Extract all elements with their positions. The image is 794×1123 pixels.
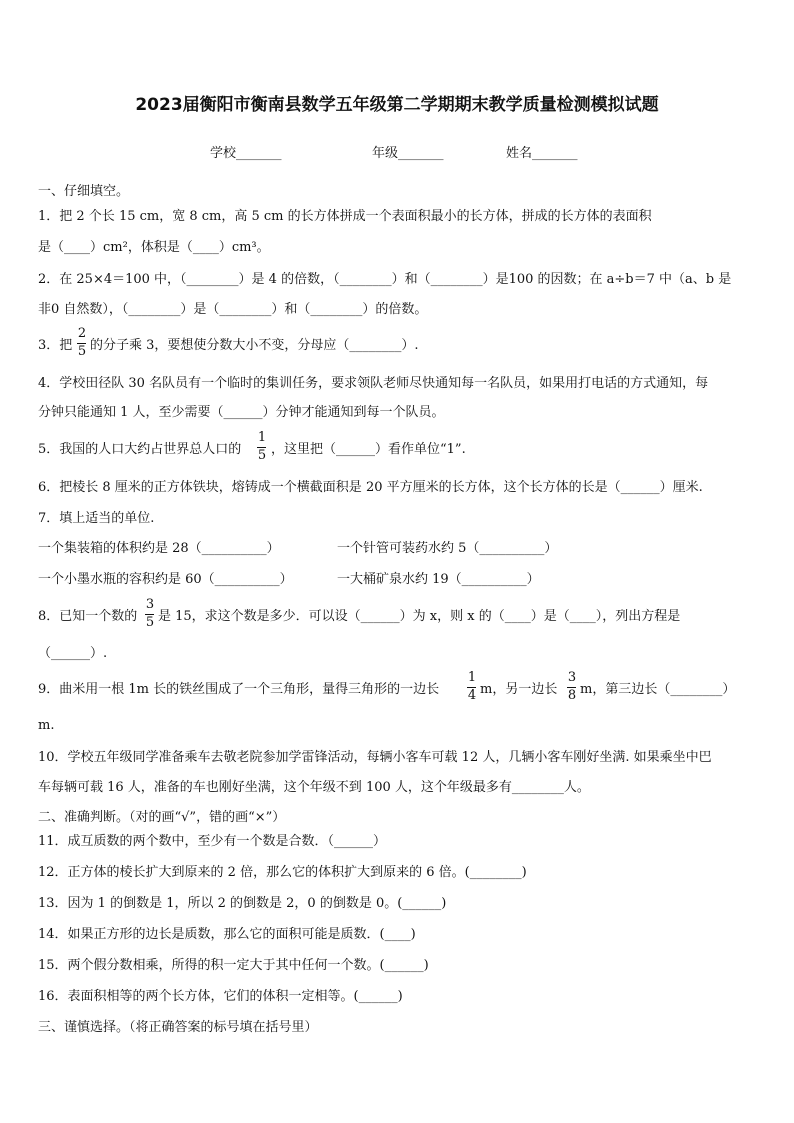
q16-text: 16．表面积相等的两个长方体，它们的体积一定相等。(______) xyxy=(38,989,403,1004)
q12-text: 12．正方体的棱长扩大到原来的 2 倍，那么它的体积扩大到原来的 6 倍。(________) xyxy=(38,865,527,880)
q7-text: 7．填上适当的单位. xyxy=(38,511,155,526)
q1-line1: 1．把 2 个长 15 cm，宽 8 cm，高 5 cm 的长方体拼成一个表面积最小的长方体，拼成的长方体的表面积 xyxy=(38,209,652,224)
page-title: 2023届衡阳市衡南县数学五年级第二学期期末教学质量检测模拟试题 xyxy=(135,95,659,115)
q9-numerator-2: 3 xyxy=(567,670,577,685)
q11-text: 11．成互质数的两个数中，至少有一个数是合数．（______） xyxy=(38,834,387,849)
section-1-heading: 一、仔细填空。 xyxy=(38,184,130,199)
q5-denominator: 5 xyxy=(257,448,267,463)
q5-numerator: 1 xyxy=(257,430,267,445)
school-field: 学校_______ xyxy=(210,146,282,161)
q4-line1: 4．学校田径队 30 名队员有一个临时的集训任务，要求领队老师尽快通知每一名队员，如果用打电话的方式通知，每 xyxy=(38,376,709,391)
q8-line2: （______）. xyxy=(38,646,108,661)
q5-pre: 5．我国的人口大约占世界总人口的 xyxy=(38,442,242,457)
q4-line2: 分钟只能通知 1 人，至少需要（______）分钟才能通知到每一个队员。 xyxy=(38,405,445,420)
q10-line2: 车每辆可载 16 人，准备的车也刚好坐满，这个年级不到 100 人，这个年级最多有________人。 xyxy=(38,780,590,795)
q9-denominator-1: 4 xyxy=(467,688,477,703)
q3-post: 的分子乘 3，要想使分数大小不变，分母应（________）. xyxy=(90,338,419,353)
q9-mid: m，另一边长 xyxy=(480,682,558,697)
q7-item-c: 一个小墨水瓶的容积约是 60（__________） xyxy=(38,572,293,587)
q7-item-a: 一个集装箱的体积约是 28（__________） xyxy=(38,541,280,556)
q8-numerator: 3 xyxy=(145,597,155,612)
q8-denominator: 5 xyxy=(145,615,155,630)
q2-line1: 2．在 25×4＝100 中，（________）是 4 的倍数，（________）和（________）是100 的因数；在 a÷b＝7 中（a、b 是 xyxy=(38,272,732,287)
q15-text: 15．两个假分数相乘，所得的积一定大于其中任何一个数。(______) xyxy=(38,958,429,973)
q14-text: 14．如果正方形的边长是质数，那么它的面积可能是质数．(____) xyxy=(38,927,416,942)
q7-item-d: 一大桶矿泉水约 19（__________） xyxy=(337,572,540,587)
section-2-heading: 二、准确判断。（对的画“√”，错的画“×”） xyxy=(38,810,286,825)
q2-line2: 非0 自然数），（________）是（________）和（________）的倍数。 xyxy=(38,302,428,317)
q7-item-b: 一个针管可装药水约 5（__________） xyxy=(337,541,558,556)
q9-pre: 9．曲米用一根 1m 长的铁丝围成了一个三角形，量得三角形的一边长 xyxy=(38,682,440,697)
q9-line2: m. xyxy=(38,718,55,733)
q8-post: 是 15，求这个数是多少．可以设（______）为 x，则 x 的（____）是（____），列出方程是 xyxy=(158,609,681,624)
q3-numerator: 2 xyxy=(77,326,87,341)
grade-field: 年级_______ xyxy=(372,146,444,161)
name-field: 姓名_______ xyxy=(506,146,578,161)
q10-line1: 10．学校五年级同学准备乘车去敬老院参加学雷锋活动，每辆小客车可载 12 人，几辆小客车刚好坐满. 如果乘坐中巴 xyxy=(38,750,712,765)
q5-post: ，这里把（______）看作单位“1”. xyxy=(271,442,466,457)
q9-denominator-2: 8 xyxy=(567,688,577,703)
q8-pre: 8．已知一个数的 xyxy=(38,609,138,624)
q1-line2: 是（____）cm²，体积是（____）cm³。 xyxy=(38,240,270,255)
q3-pre: 3．把 xyxy=(38,338,73,353)
q3-denominator: 5 xyxy=(77,344,87,359)
q9-numerator-1: 1 xyxy=(467,670,477,685)
q13-text: 13．因为 1 的倒数是 1，所以 2 的倒数是 2，0 的倒数是 0。(______) xyxy=(38,896,447,911)
q6-text: 6．把棱长 8 厘米的正方体铁块，熔铸成一个横截面积是 20 平方厘米的长方体，这个长方体的长是（______）厘米. xyxy=(38,480,703,495)
section-3-heading: 三、谨慎选择。（将正确答案的标号填在括号里） xyxy=(38,1020,318,1035)
q9-post: m，第三边长（________） xyxy=(580,682,736,697)
